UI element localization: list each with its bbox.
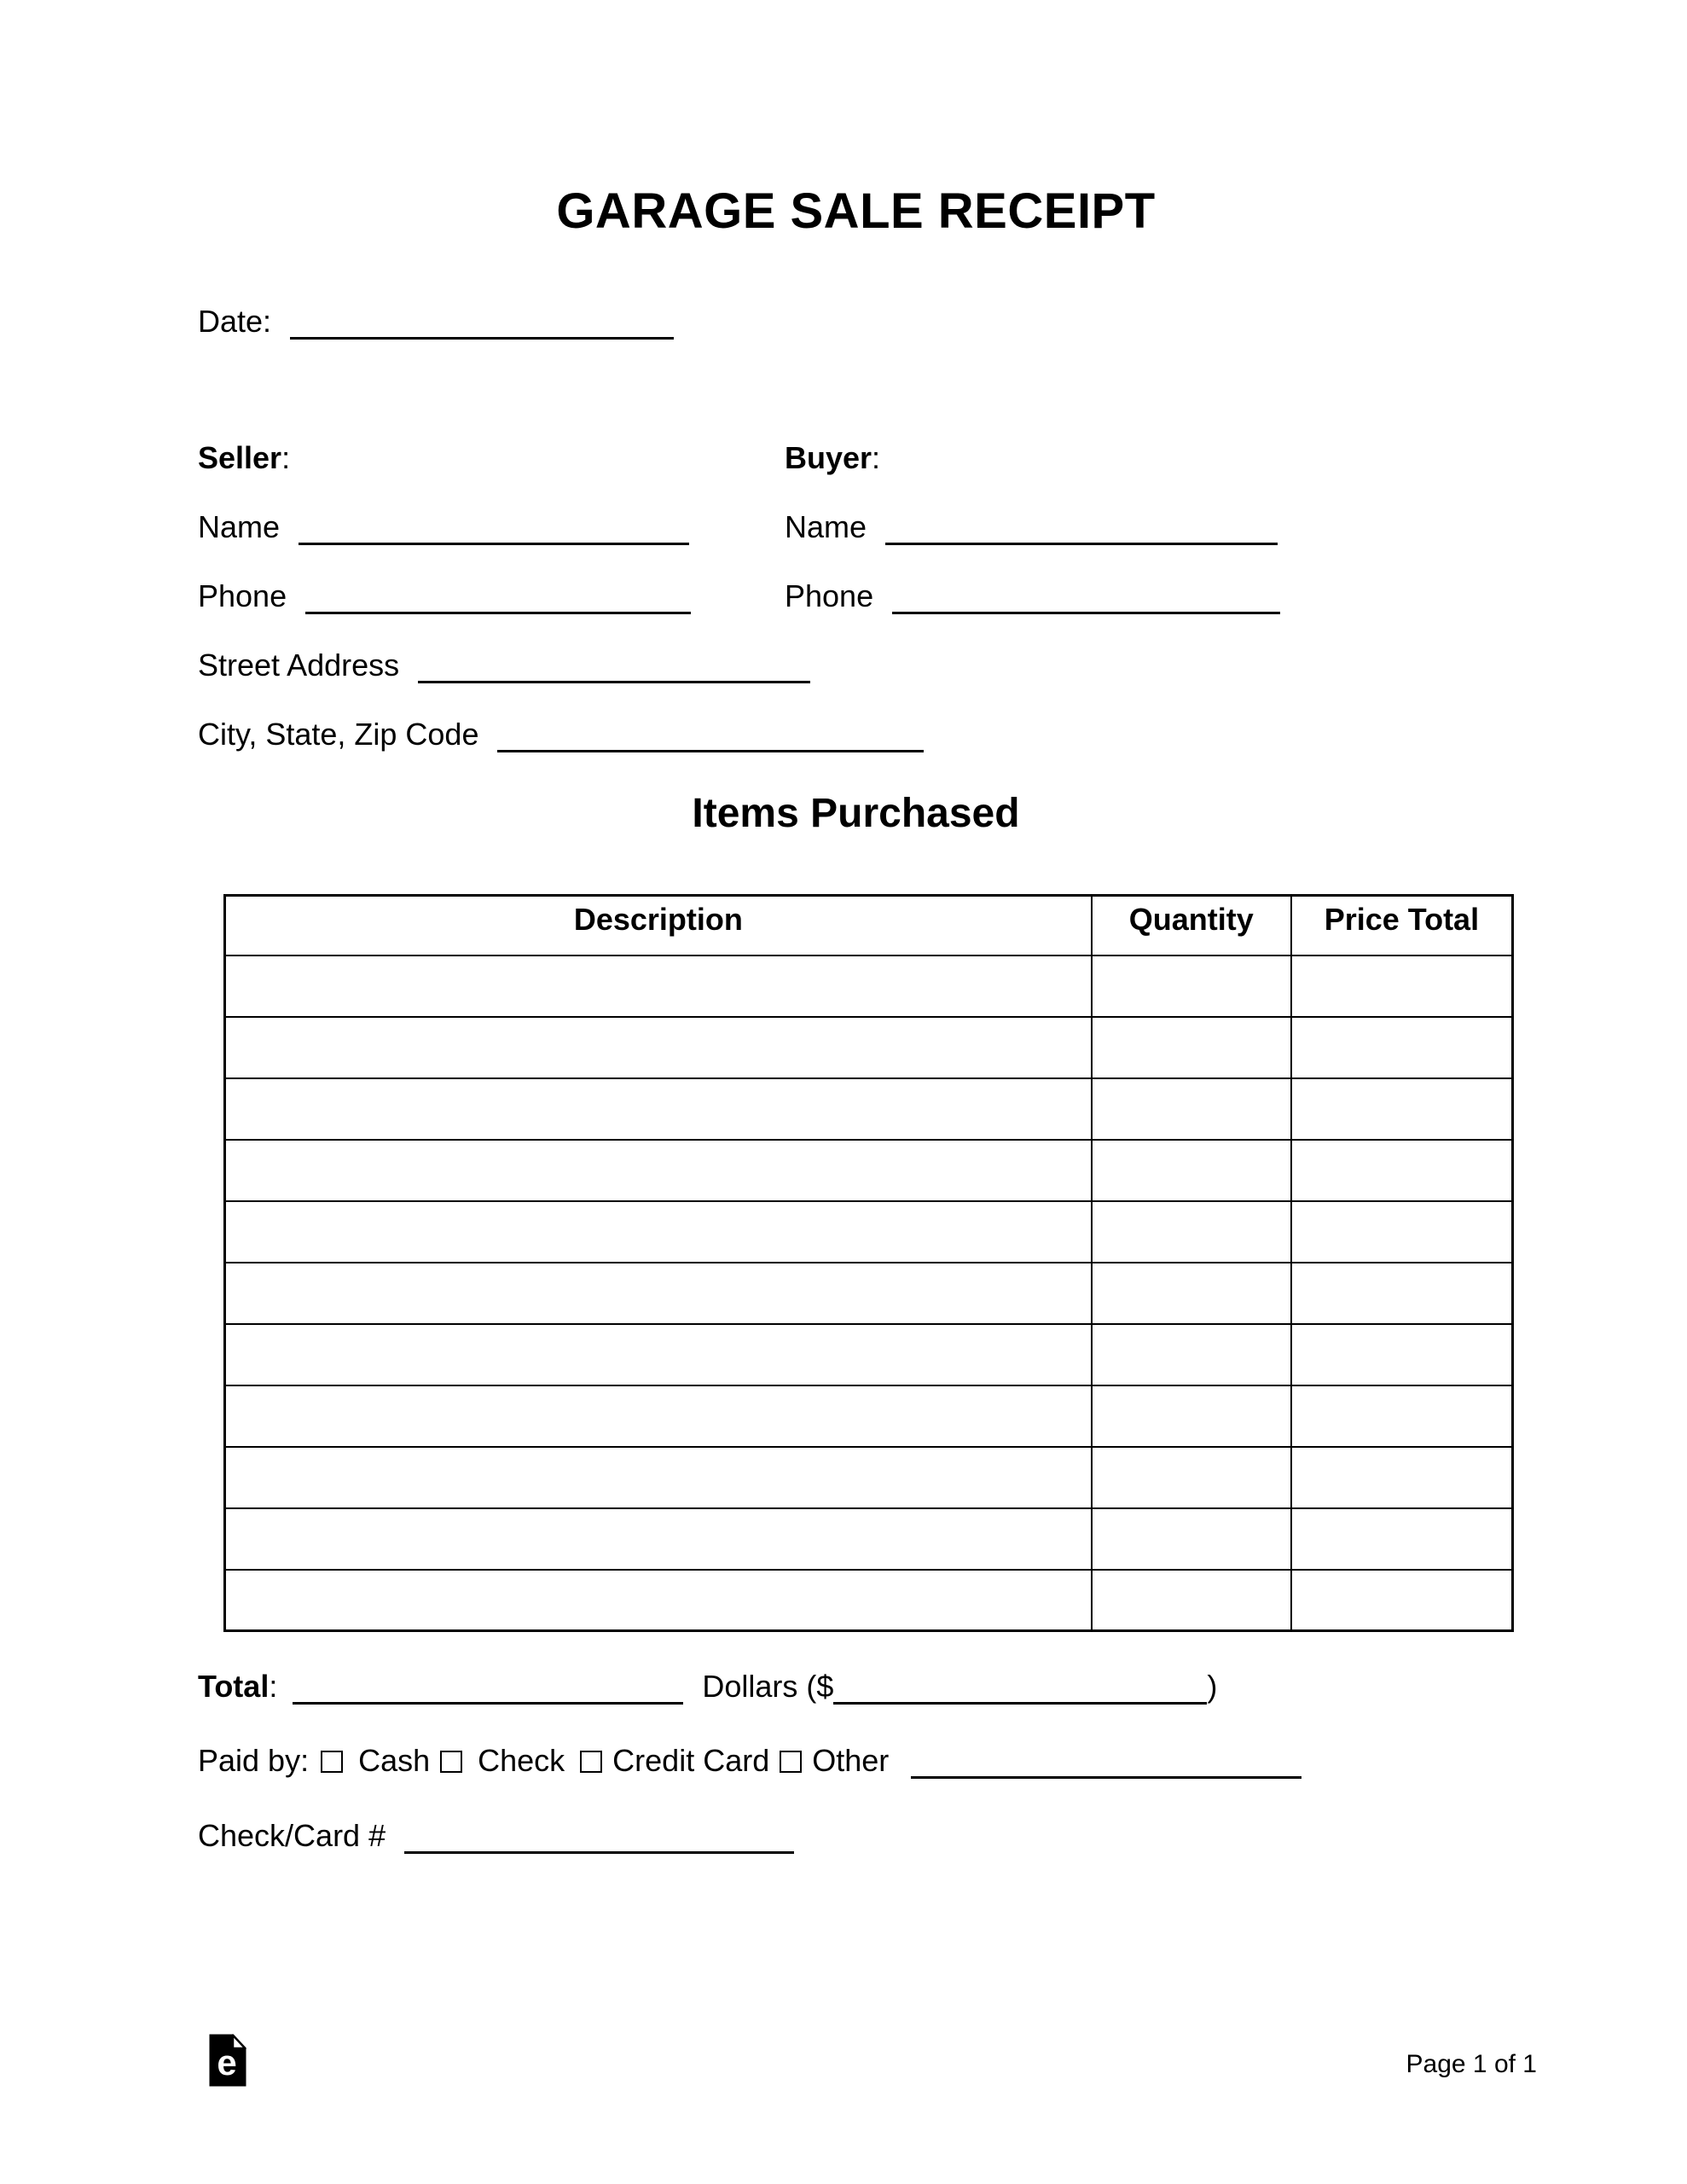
item-cell[interactable] [1291, 956, 1513, 1017]
check-card-row [198, 1817, 1514, 1855]
seller-city-label: City, State, Zip Code [198, 717, 479, 752]
seller-street-label: Street Address [198, 648, 400, 682]
item-row [225, 1078, 1513, 1140]
cash-label: Cash [358, 1743, 431, 1778]
item-row [225, 1447, 1513, 1508]
check-card-line[interactable] [404, 1851, 794, 1854]
items-header-row [225, 896, 1513, 956]
item-cell[interactable] [1092, 1508, 1291, 1570]
buyer-phone-row [785, 578, 1280, 615]
item-cell[interactable] [1291, 1447, 1513, 1508]
total-label: Total [198, 1669, 270, 1704]
total-dollars-label: Dollars ($ [702, 1669, 834, 1704]
logo-letter: e [217, 2042, 237, 2082]
footer [198, 2034, 1537, 2087]
check-card-label: Check/Card # [198, 1818, 386, 1853]
item-cell[interactable] [1092, 1570, 1291, 1631]
seller-street-line[interactable] [418, 681, 810, 683]
date-input-line[interactable] [290, 337, 674, 340]
check-checkbox[interactable] [440, 1751, 462, 1773]
item-row [225, 956, 1513, 1017]
item-cell[interactable] [1092, 1201, 1291, 1263]
item-cell[interactable] [225, 1508, 1092, 1570]
date-label: Date: [198, 304, 272, 339]
buyer-heading-colon: : [872, 440, 881, 475]
item-cell[interactable] [1291, 1508, 1513, 1570]
item-cell[interactable] [1291, 1324, 1513, 1385]
total-colon: : [269, 1669, 278, 1704]
other-label: Other [812, 1743, 890, 1778]
total-close-paren: ) [1207, 1669, 1218, 1704]
column-header-price-total: Price Total [1291, 896, 1513, 956]
paid-by-row [198, 1742, 1514, 1780]
item-row [225, 1508, 1513, 1570]
check-label: Check [478, 1743, 565, 1778]
item-row [225, 1570, 1513, 1631]
item-cell[interactable] [1092, 1324, 1291, 1385]
eforms-logo-icon [209, 2034, 246, 2087]
item-cell[interactable] [1291, 1140, 1513, 1201]
item-cell[interactable] [1291, 1570, 1513, 1631]
item-row [225, 1385, 1513, 1447]
item-cell[interactable] [225, 1570, 1092, 1631]
item-cell[interactable] [1291, 1385, 1513, 1447]
items-table-body [225, 956, 1513, 1631]
item-cell[interactable] [225, 1385, 1092, 1447]
item-cell[interactable] [225, 1324, 1092, 1385]
other-checkbox[interactable] [780, 1751, 802, 1773]
column-header-description: Description [225, 896, 1092, 956]
buyer-phone-line[interactable] [892, 612, 1280, 614]
item-cell[interactable] [225, 1201, 1092, 1263]
page-title: GARAGE SALE RECEIPT [556, 183, 1156, 239]
buyer-name-row [785, 508, 1280, 546]
seller-name-label: Name [198, 509, 281, 544]
seller-phone-line[interactable] [305, 612, 691, 614]
item-cell[interactable] [1291, 1078, 1513, 1140]
credit-card-checkbox[interactable] [580, 1751, 602, 1773]
buyer-heading-row [785, 439, 1280, 477]
item-row [225, 1201, 1513, 1263]
items-table [223, 894, 1514, 1632]
buyer-heading: Buyer [785, 440, 872, 475]
buyer-name-label: Name [785, 509, 867, 544]
seller-heading: Seller [198, 440, 282, 475]
items-purchased-heading: Items Purchased [692, 791, 1020, 836]
buyer-section [785, 439, 1280, 615]
item-cell[interactable] [225, 1140, 1092, 1201]
paid-by-label: Paid by: [198, 1743, 310, 1778]
credit-card-label: Credit Card [612, 1743, 770, 1778]
parties-section [198, 439, 1514, 753]
seller-heading-colon: : [281, 440, 291, 475]
item-cell[interactable] [1092, 956, 1291, 1017]
page-number: Page 1 of 1 [1406, 2050, 1537, 2078]
seller-city-line[interactable] [497, 750, 924, 752]
item-cell[interactable] [225, 1017, 1092, 1078]
item-row [225, 1263, 1513, 1324]
item-cell[interactable] [225, 956, 1092, 1017]
item-cell[interactable] [1291, 1201, 1513, 1263]
other-input-line[interactable] [911, 1776, 1301, 1779]
total-numeric-line[interactable] [833, 1702, 1207, 1705]
item-cell[interactable] [1092, 1078, 1291, 1140]
item-cell[interactable] [1092, 1017, 1291, 1078]
item-row [225, 1017, 1513, 1078]
date-row [198, 303, 1514, 340]
item-cell[interactable] [225, 1447, 1092, 1508]
cash-checkbox[interactable] [321, 1751, 343, 1773]
buyer-phone-label: Phone [785, 578, 874, 613]
seller-city-row [198, 716, 1514, 753]
seller-phone-label: Phone [198, 578, 287, 613]
item-cell[interactable] [1092, 1447, 1291, 1508]
item-cell[interactable] [1092, 1263, 1291, 1324]
total-written-line[interactable] [293, 1702, 683, 1705]
item-cell[interactable] [1092, 1385, 1291, 1447]
buyer-name-line[interactable] [885, 543, 1278, 545]
item-cell[interactable] [1291, 1017, 1513, 1078]
seller-name-line[interactable] [299, 543, 689, 545]
seller-street-row [198, 647, 1514, 684]
total-row [198, 1668, 1514, 1705]
item-row [225, 1140, 1513, 1201]
item-row [225, 1324, 1513, 1385]
column-header-quantity: Quantity [1092, 896, 1291, 956]
item-cell[interactable] [1092, 1140, 1291, 1201]
item-cell[interactable] [1291, 1263, 1513, 1324]
item-cell[interactable] [225, 1263, 1092, 1324]
item-cell[interactable] [225, 1078, 1092, 1140]
